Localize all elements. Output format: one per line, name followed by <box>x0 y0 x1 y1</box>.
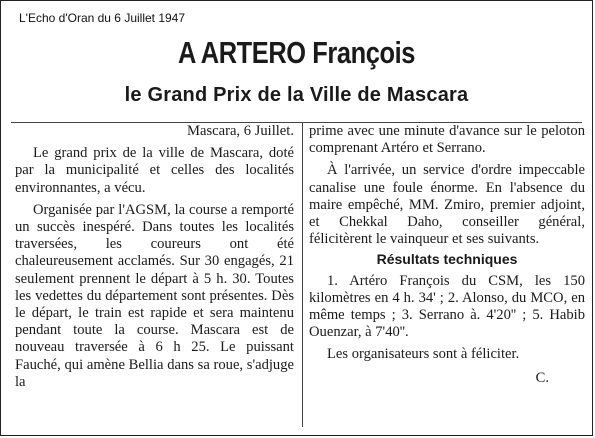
article-paragraph-1: Le grand prix de la ville de Mascara, doté par la municipalité et celles des localités environnantes, a vécu. <box>15 145 294 196</box>
article-paragraph-2: Organisée par l'AGSM, la course a remporté un succès inespéré. Dans toutes les localités traversées, les coureurs ont été chaleureusement acclamés. Sur 30 engagés, 21 seulement prennent le départ à 5 h. 30. Toutes les vedettes du département sont présentes. Dès le départ, le train est rapide et sera maintenu pendant toute la course. Mascara est de nouveau traversée à 6 h 25. Le puissant Fauché, qui amène Bellia dans sa roue, s'adjuge la <box>15 201 294 390</box>
dateline: Mascara, 6 Juillet. <box>187 123 294 139</box>
results-heading: Résultats techniques <box>376 251 518 268</box>
headline: A ARTERO François <box>178 35 415 70</box>
results-text: 1. Artéro François du CSM, les 150 kilomètres en 4 h. 34' ; 2. Alonso, du MCO, en même temps ; 3. Serrano à. 4'20'' ; 5. Habib Ouenzar, à 7'40''. <box>309 272 585 341</box>
source-line: L'Echo d'Oran du 6 Juillet 1947 <box>19 11 186 25</box>
left-column <box>15 123 294 391</box>
column-divider <box>302 123 303 427</box>
closing-line: Les organisateurs sont à féliciter. <box>327 346 520 363</box>
subheadline: le Grand Prix de la Ville de Mascara <box>124 84 469 106</box>
article-paragraph-3: À l'arrivée, un service d'ordre impeccable canalise une foule énorme. En l'absence du maire empêché, MM. Zmiro, premier adjoint, et Chekkal Daho, conseiller général, félicitèrent le vainqueur et ses suivants. <box>309 162 585 248</box>
right-column <box>309 123 585 387</box>
article-continuation: prime avec une minute d'avance sur le peloton comprenant Artéro et Serrano. <box>309 123 585 157</box>
author-signature: C. <box>535 369 549 386</box>
